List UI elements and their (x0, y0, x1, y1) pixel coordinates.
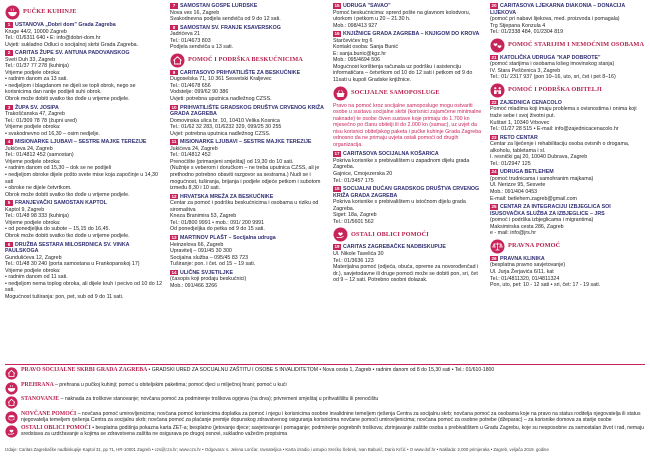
footer-row-body (21, 382, 287, 388)
entry-number: 7 (170, 3, 178, 9)
footer-tag: STANOVANJE (21, 396, 61, 402)
entry-line: (pomoć i podrška izbjeglicama i migrantima) (490, 217, 594, 224)
entry-title: RETO CENTAR (500, 134, 538, 141)
entry-line: Tel.: 01/3636 123 (333, 257, 374, 264)
entry-line: Tel.: 01/6311 640 • E: info@dobri-dom.hr (5, 35, 101, 42)
entry-title: CENTAR ZA INTEGRACIJU IZBJEGLICA SOI ISUSOVAČKA SLUŽBA ZA IZBJEGLICE – JRS (490, 204, 611, 217)
entry-list (170, 70, 325, 290)
entry-number: 10 (171, 104, 177, 110)
section-title: SOCIJALNE SAMOPOSLUGE (351, 88, 440, 96)
entry-line: Tel.: 01/4812 452 (samostan) (5, 152, 74, 159)
entry-line: Uvjet: potrebna uputnica nadležnog CZSS. (170, 130, 271, 137)
scales-icon (490, 239, 505, 254)
footer-row (5, 411, 645, 424)
entry-line: (pomoć starijima i osobama lošeg imovinskog stanja) (490, 61, 615, 68)
entry-line: Materijalna pomoć (odjeća, obuća, opreme za novorođenčad i dr.), savjetodavne ili druge pomoći može se dobiti pon, sri, čet od 9 – 12 sati. Potrebno osobni dolazak. (333, 264, 479, 284)
entry-line: Svakodnevna podjela sendviča od 9 do 12 sati. (170, 16, 281, 23)
entry-line: Obrok može dobiti svatko tko dođe u vrijeme podjele. (5, 232, 130, 239)
directory-entry (170, 194, 325, 233)
entry-title: CARITASOVO PRIHVATILIŠTE ZA BESKUĆNIKE (180, 69, 301, 76)
directory-entry (170, 105, 325, 138)
directory-entry (170, 270, 325, 290)
entry-number: 8 (170, 25, 178, 31)
entry-line: Jukićeva 24, Zagreb (5, 145, 53, 152)
footer-tag: PREHRANA (21, 381, 55, 388)
coins-icon (5, 411, 18, 424)
entry-line: Uvjeti: potrebna uputnica nadležnog CZSS. (170, 96, 272, 103)
entry-number: 4 (5, 139, 13, 145)
entry-title: SAMOSTAN GOSPE LURDSKE (180, 3, 258, 9)
entry-line: Tel.: 01/4678 656 (170, 82, 211, 89)
entry-number: 26 (491, 255, 497, 261)
entry-number: 22 (491, 99, 497, 105)
entry-list (170, 3, 325, 51)
entry-header (5, 139, 163, 146)
entry-line: Dugoselska 71, 10 361 Sesvetski Kraljevec (170, 76, 272, 83)
section-title: OSTALI OBLICI POMOĆI (351, 230, 429, 238)
entry-title: CARITAS ZAGREBAČKE NADBISKUPIJE (343, 244, 446, 251)
entry-list (5, 22, 163, 300)
section-title: POMOĆ I PODRŠKA OBITELJI (508, 86, 602, 94)
column-1 (5, 3, 163, 302)
entry-line: • radnim danom od 15,30 – dok se ne podijeli (5, 165, 112, 172)
hand-heart-icon (5, 425, 18, 438)
entry-line: Vrijeme podjele obroka: (5, 69, 61, 76)
entry-list (490, 3, 645, 36)
house-icon (5, 367, 18, 380)
entry-line: (časopis koji prodaju beskućnici) (170, 276, 247, 283)
footer-row-body (21, 396, 378, 402)
entry-line: Mob.: 091/466 3266 (170, 282, 218, 289)
entry-line: • od ponedjeljka do subote – 15,15 do 16,45. (5, 226, 110, 233)
entry-line: Kneza Branimira 53, Zagreb (170, 213, 237, 220)
entry-number: 15 (334, 3, 340, 8)
entry-line: Pomoć beskućnicima: sprerd pošte na glavnom kolodvoru, utorkom i petkom u 20 – 21.30 h. (333, 9, 471, 23)
entry-line: Tel.: 01/48 98 333 (kuhinja) (5, 213, 69, 220)
entry-title: SAMOSTAN SV. FRANJE KSAVERSKOG (180, 24, 281, 31)
entry-line: Kaptol 9, Zagreb (5, 206, 45, 213)
entry-line: • nedjeljom obroke dijele pošto svete mise koja započinje u 14,30 sati (5, 172, 158, 185)
entry-line: Tel.: 01/ 2317 937 (pon 10–16, uto, sri, čet i pet 8–16) (490, 74, 616, 81)
hand-heart-icon (333, 227, 348, 242)
entry-number: 1 (5, 22, 13, 28)
entry-line: Vrijeme podjele obroka: (5, 219, 61, 226)
entry-line: Ul. Nerizze 95, Sesvete (490, 182, 546, 189)
entry-title: UDRUGA "SAVAO" (343, 3, 391, 9)
directory-entry (5, 50, 163, 102)
footer-text: • GRADSKI URED ZA SOCIJALNU ZAŠTITU I OSOBE S INVALIDITETOM • Nova cesta 1, Zagreb • radnim danom od 8 do 15,30 sati • Tel.: 01/610-1800 (148, 367, 495, 373)
entry-line: Maksimirska cesta 286, Zagreb (490, 223, 564, 230)
entry-line: Pokrivа korisnike s prebivalištem u istočnom dijelu grada Zagreba. (333, 199, 466, 212)
entry-line: Pokrivа korisnike s prebivalištem u zapadnom dijelu grada Zagreba. (333, 157, 470, 171)
entry-header (490, 3, 645, 16)
entry-header (333, 31, 483, 38)
footer-row (5, 382, 645, 395)
footer-row (5, 367, 645, 380)
directory-entry (5, 22, 163, 48)
directory-entry (170, 25, 325, 51)
entry-title: ULIČNE SVJETILJKE (180, 269, 233, 276)
entry-list (490, 55, 645, 81)
footer-tag: OSTALI OBLICI POMOĆI (21, 425, 93, 431)
directory-entry (490, 135, 645, 168)
entry-line: Kruge 44/2, 10000 Zagreb (5, 28, 67, 35)
entry-number: 14 (171, 269, 177, 275)
directory-entry (170, 139, 325, 191)
section-title: PUČKE KUHINJE (23, 8, 77, 16)
entry-line: Siget: 18a, Zagreb (333, 212, 377, 219)
entry-line: Tel.: 01/2338 484, 01/2304 819 (490, 29, 564, 36)
entry-line: Trakoščanska 47, Zagreb (5, 111, 65, 118)
entry-number: 6 (5, 242, 13, 248)
entry-line: (pomoć trudnicama i samohranim majkama) (490, 175, 594, 182)
entry-line: Kuštari 1, 10340 Vrbovec (490, 119, 550, 126)
entry-line: Tel.: 01/48 30 240 (porta samostana u Frankopanskoj 17) (5, 261, 140, 268)
entry-line: Tel.: 01/37 77 278 (kuhinja) (5, 63, 69, 70)
section-header-family-support (490, 83, 645, 98)
entry-title: PRIHVATILIŠTE GRADSKOG DRUŠTVA CRVENOG KRIŽA GRADA ZAGREBA (170, 104, 324, 118)
entry-line: Kontakt osoba: Sanja Bunić (333, 44, 399, 51)
entry-header (170, 139, 325, 146)
entry-title: MISIONARKE LJUBAVI – SESTRE MAJKE TEREZIJE (15, 139, 147, 146)
entry-line: E-mail: betlehem.zagreb@gmail.com (490, 195, 577, 202)
entry-line: Mogućnost tuširanja: pon, pet, sub od 9 do 11 sati. (5, 293, 124, 300)
entry-line: Mob.: 091/404 0453 (490, 189, 538, 196)
entry-line: Od ponedjeljka do petka od 9 do 15 sati. (170, 226, 265, 233)
entry-list (333, 244, 483, 283)
column-3 (333, 3, 483, 286)
footer-text: • besplatna godišnja pokazna karta ZET-a; besplatno (jetovanje djece; savjetovanje i pomaganje; podmirenje pogrebnih troškova; zbrinjavanje zaštite osoba s prebivalištem u Gradu Zagrebu, koje su nesposobne za samostalan život i rad, nemaju sredstava za uzdržavanje a kojima se zdravstvena zaštita ne osigurava po drugoj osnovi, sukladno važećim propisima (21, 425, 644, 438)
directory-entry (333, 151, 483, 184)
entry-line: Tuširanje: pon. i čet. od 15 – 19 sati. (170, 261, 256, 268)
entry-line: Obrok može dobiti svatko tko dođe u vrijeme podjele. (5, 191, 130, 198)
entry-line: IV. Stara Peščenica 3, Zagreb (490, 67, 561, 74)
directory-entry (490, 169, 645, 202)
directory-entry (170, 3, 325, 23)
house-icon (170, 53, 185, 68)
entry-header (333, 186, 483, 199)
entry-line: Upravitelj – 091/45 30 300 (170, 248, 232, 255)
footer-tag: PRAVO SOCIJALNE SKRBI GRADA ZAGREBA (21, 367, 149, 373)
entry-header (5, 242, 163, 255)
entry-line: (besplatna pravno savjetovanje) (490, 262, 566, 269)
entry-list (333, 151, 483, 225)
entry-line: • radnim danom od 11 sati. (5, 274, 68, 281)
directory-entry (5, 105, 163, 138)
directory-entry (490, 3, 645, 36)
entry-title: PRAVNA KLINIKA (500, 255, 545, 262)
entry-number: 16 (334, 31, 340, 37)
directory-entry (5, 242, 163, 301)
entry-line: E: sanja.bunic@kgz.hr (333, 50, 387, 57)
entry-line: • obroke ne dijele četvrtkom. (5, 185, 72, 192)
entry-line: Prenoćište (primanjeni smještaj) od 19,30 do 10 sati. (170, 158, 294, 165)
entry-number: 23 (491, 134, 497, 140)
footer-divider (5, 364, 645, 365)
entry-line: Mob.: 095/4694 506 (333, 57, 381, 64)
section-header-other-help (333, 227, 483, 242)
imprint: Izdaje: Caritas Zagrebačke nadbiskupije Kaptol 31, pp 71, HR-10001 Zagreb • czs@czs.hr; www.czs.hr • Odgovara: s. Jelena Lončar, ravnateljica • Karta izradio i ustupio Srećko Šebrek, Ivan Baburić, Dario Krčić • O www.dof.hr • Naklada: 2.000 primjeraka • Zagreb, veljača 2019. godine (5, 447, 549, 452)
section-title: POMOĆ STARIJIM I NEMOĆNIM OSOBAMA (508, 40, 645, 48)
entry-line: Tel.: 01/27 28 515 • E-mail: info@zajednicacenacolo.hr (490, 126, 619, 133)
entry-line: Podjela sendviča u 13 sati. (170, 44, 234, 51)
entry-line: Vrijeme podjele obroka: (5, 158, 61, 165)
section-header-elderly-help (490, 38, 645, 53)
section-title: POMOĆ I PODRŠKA BESKUĆNICIMA (188, 56, 303, 64)
directory-entry (490, 256, 645, 289)
entry-title: DRUŽBA SESTARA MILOSRDNICA SV. VINKA PAULSKOGA (5, 241, 130, 255)
entry-header (490, 204, 645, 217)
directory-entry (170, 70, 325, 103)
entry-line: e - mail: info@jrs.hr (490, 230, 536, 237)
entry-line: Sveti Duh 33, Zagreb (5, 56, 56, 63)
directory-entry (490, 55, 645, 81)
entry-title: CARITASOVA SOCIJALNA KOŠARICA (343, 151, 439, 158)
entry-line: Pon, uto, pet: 10 - 12 sati • sri, čet: 17 - 19 sati. (490, 282, 601, 289)
directory-entry (333, 186, 483, 225)
footer-rights (5, 367, 645, 440)
entry-number: 5 (5, 200, 13, 206)
entry-number: 12 (171, 193, 177, 199)
directory-entry (333, 3, 483, 29)
entry-title: KNJIŽNICE GRADA ZAGREBA – KNJIGOM DO KROVA (343, 31, 480, 38)
entry-title: HRVATSKA MREŽA ZA BESKUĆNIKE (180, 193, 274, 200)
footer-row (5, 396, 645, 409)
footer-text: – naknada za troškove stanovanje; novčana pomoć za podmirenje troškova ogrjeva (na drva); privremeni smještaj u prihvatilištu ili prenoćištu (60, 396, 379, 402)
entry-header (170, 105, 325, 118)
entry-line: Obrok može dobiti svatko tko dođe u vrijeme podjele. (5, 96, 130, 103)
entry-title: KATOLIČKA UDRUGA "KAP DOBROTE" (500, 54, 601, 61)
entry-number: 2 (5, 50, 13, 56)
entry-line: Socijalna služba – 095/45 83 723 (170, 254, 249, 261)
entry-line: Tel.: 01/2947 125 (490, 160, 531, 167)
entry-line: Centar za pomoć i podršku beskućnicima i osobama u riziku od siromaštva (170, 200, 319, 213)
entry-line: Tel.: 01/4811320, 01/4811324 (490, 275, 560, 282)
entry-line: Nova ves 16, Zagreb (170, 9, 220, 16)
section-header-soup-kitchens (5, 5, 163, 20)
directory-entry (333, 244, 483, 283)
entry-number: 19 (334, 244, 340, 250)
footer-row (5, 425, 645, 438)
entry-line: Gajnice, Cmojezerska 20 (333, 171, 393, 178)
footer-row-body (21, 425, 645, 437)
entry-line: Tel.: 01/4673 803 (170, 37, 211, 44)
entry-number: 20 (491, 3, 497, 8)
entry-number: 11 (171, 139, 177, 145)
hearts-icon (490, 38, 505, 53)
entry-list (490, 256, 645, 289)
entry-line: Tel.: 01/800 9991 • mob.: 091/ 200 9991 (170, 219, 265, 226)
directory-entry (490, 204, 645, 237)
bowl-icon (5, 382, 18, 395)
column-4 (490, 3, 645, 291)
entry-line: • radnim danom za 13 sati. (5, 76, 68, 83)
entry-line: Tel.: 01/3457 175 (333, 177, 374, 184)
footer-text: – prehrana u pučkoj kuhinji; pomoć u obiteljskim paketima; pomoć djeci u mliječnoj hrani; pomoć u kući (54, 381, 287, 388)
entry-title: SOCIJALNI DUĆAN GRADSKOG DRUŠTVA CRVENOG KRIŽA GRADA ZAGREBA (333, 186, 480, 199)
entry-line: Trg Stjepana Konzula 4 (490, 22, 546, 29)
footer-row-body (21, 411, 645, 423)
entry-number: 13 (171, 234, 177, 240)
entry-line: (pomoć pri nabavi lijekova, med. proizvoda i pomagala) (490, 16, 620, 23)
entry-line: • nedjeljom nema toplog obroka, ali dijele kruh i pecivo od 10 do 12 sati. (5, 280, 163, 294)
directory-entry (5, 200, 163, 239)
entry-line: Tel.: 01/309 78 78 (župni ured) (5, 117, 77, 124)
section-header-homeless-support (170, 53, 325, 68)
entry-line: Heinzelova 66, Zagreb (170, 241, 224, 248)
directory-entry (170, 235, 325, 268)
entry-line: Vrijeme podjele obroka: (5, 267, 61, 274)
entry-line: Uvjeti: sukladno Odluci o socijalnoj skrbi Grada Zagreba. (5, 41, 139, 48)
entry-number: 9 (170, 70, 178, 76)
house-icon (5, 396, 18, 409)
entry-line: I. resnički gaj 20, 10040 Dubrava, Zagreb (490, 154, 588, 161)
entry-line: Centar za liječenje i rehabilitaciju osoba ovisnih o drogama, alkoholu, tabletama i sl. (490, 141, 630, 154)
entry-line: • svakodnevno od 16,30 – osim nedjelje. (5, 130, 100, 137)
footer-text: – novčana pomoć umirovljenicima; novčana pomoć korisnicima doplatka za pomoć i njegu i korisnicima osobne invalidnine temeljem rješenja Centra za socijalnu skrb; novčana pomoć za osobama koje na pravo na status roditelja njegovatelja ili status njegovatelja temeljem rješenja Centra za socijalnu skrb; novčana pomoć za plaćanje premije dopunskog zdravstvenog osiguranja korisnicima novčane pomoći umirovljenicima; novčana pomoć za osobne potrebe (džeparac) – za korisnike domova za starije osobe (21, 410, 641, 423)
entry-line: (Nužnije s veberom i doručkom – ne treba uputnica CZSS, ali je prethodno potrebno obaviti razgovor sa sestrama.) Nudi se i mogućnost, tuširanja, brijanja i podjele odjeće petkom i subotom između 8,30 i 10 sati. (170, 165, 321, 192)
entry-list (333, 3, 483, 84)
entry-title: UDRUGA BETLEHEM (500, 169, 554, 176)
entry-title: ZAJEDNICA CENACOLO (500, 99, 562, 106)
entry-number: 18 (334, 186, 340, 192)
entry-title: CARITAS ŽUPE SV. ANTUNA PADOVANSKOG (15, 50, 130, 57)
entry-line: Tel.: 01/62 32 283, 01/6232 329, 099/25 30 255 (170, 124, 282, 131)
directory-entry (5, 139, 163, 198)
bowl-icon (5, 5, 20, 20)
section-header-legal-help (490, 239, 645, 254)
entry-line: Tel.: 01/5601 562 (333, 218, 374, 225)
entry-title: CARITASOVA LJEKARNA DIAKONIA – DONACIJA LIJEKOVA (490, 3, 625, 16)
section-intro: Pravo na pomoć kroz socijalne samoposluge mogu ostvariti osobe u sustavu socijalne skrbi (korisnici zajamčene minimalne naknade) te osobe čiven sustave koje primaju do 1.700 kn mjesečno po članu obitelji ili do 2.000 kn (samac), uz uvjet da nisu korisnici obiteljskog paketa i pučke kuhinje Grada Zagreba odnosno da ne primaju uvjeta ostali pomoći od drugih organizacija. (333, 102, 482, 148)
entry-list (490, 100, 645, 237)
directory-entry (333, 31, 483, 83)
entry-number: 17 (334, 151, 340, 157)
entry-line: Pomoć mladima koji imaju problema s ovisnostima i onima koji traže sebe i svoj životni put. (490, 106, 637, 120)
footer-row-body (21, 367, 494, 373)
section-title: PRAVNA POMOĆ (508, 242, 561, 250)
entry-line: Mob.: 098/413 927 (333, 22, 378, 29)
entry-line: • nedjeljom i blagdanom ne dijeli se topli obrok, nego se korisnicima dan ranije podijeli suhi obrok. (5, 82, 136, 96)
entry-title: ŽUPA SV. JOSIPA (15, 104, 59, 111)
entry-line: Starčevićev trg 6 (333, 37, 373, 44)
entry-line: Tel.: 01/4812 452 (170, 152, 211, 159)
entry-line: Jukićeva 24, Zagreb (170, 145, 218, 152)
footer-tag: NOVČANE POMOĆI (21, 410, 78, 417)
entry-title: MARTINOV PLAŠT – Socijalna udruga (180, 234, 276, 241)
column-2 (170, 3, 325, 291)
entry-title: FRANJEVAČKI SAMOSTAN KAPTOL (15, 200, 107, 207)
section-header-social-shops (333, 86, 483, 101)
entry-number: 25 (491, 204, 497, 210)
entry-line: Ul. Jurja Žerjavića 6/11. kat (490, 268, 554, 275)
entry-line: Ul. Nikole Tavelića 30 (333, 250, 384, 257)
entry-number: 21 (491, 54, 497, 60)
entry-line: Mogućnost korištenja računala uz podršku i asistenciju informatičara – četvrtkom od 10 do 12 sati i petkom od 9 do 11sati u kupoli Gradske knjižnice. (333, 63, 473, 84)
entry-line: Vrijeme podjele obroka: (5, 124, 61, 131)
entry-title: MISIONARKE LJUBAVI – SESTRE MAJKE TEREZIJE (180, 139, 312, 146)
basket-icon (333, 86, 348, 101)
entry-line: Vodstelje: 099/62 90 386 (170, 89, 229, 96)
entry-number: 3 (5, 105, 13, 111)
entry-line: Domovinska ulica br. 10, 10410 Velika Kosnica (170, 117, 280, 124)
entry-line: Jadrićeva 21 (170, 31, 201, 38)
entry-line: Gundulićeva 12, Zagreb (5, 254, 62, 261)
family-icon (490, 83, 505, 98)
entry-title: USTANOVA „Dobri dom" Grada Zagreba (15, 22, 116, 28)
entry-number: 24 (491, 169, 497, 175)
directory-entry (490, 100, 645, 133)
